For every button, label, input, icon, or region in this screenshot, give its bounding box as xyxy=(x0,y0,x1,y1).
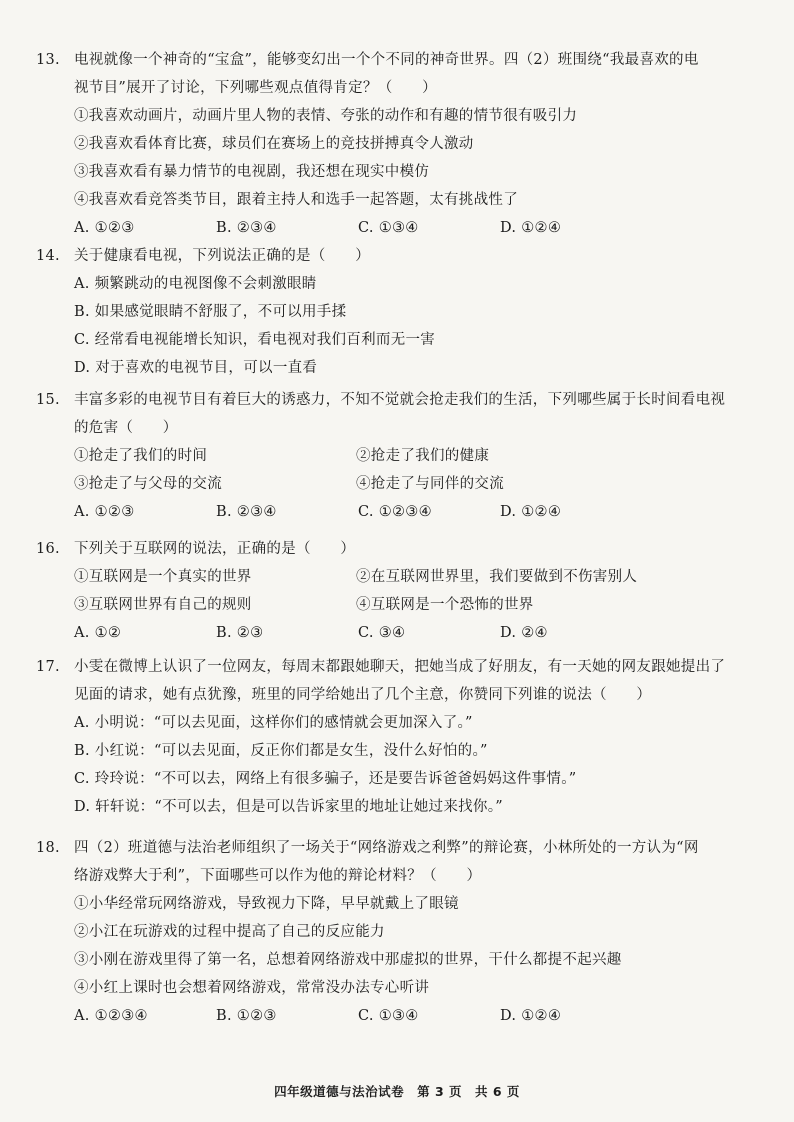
statement: ③抢走了与父母的交流 xyxy=(74,476,222,492)
option-c[interactable]: C. ①③④ xyxy=(358,220,419,236)
option-a[interactable]: A. ①②③④ xyxy=(74,1008,148,1024)
option-d[interactable]: D. 对于喜欢的电视节目，可以一直看 xyxy=(74,360,318,376)
options-row xyxy=(36,619,726,647)
question-number: 16. xyxy=(36,541,60,557)
option-c[interactable]: C. ①②③④ xyxy=(358,504,432,520)
statement: ①抢走了我们的时间 xyxy=(74,448,208,464)
option-a[interactable]: A. ①② xyxy=(74,625,122,641)
statement: ②在互联网世界里，我们要做到不伤害别人 xyxy=(356,569,638,585)
option-b[interactable]: B. ②③④ xyxy=(216,220,277,236)
question-stem: 四（2）班道德与法治老师组织了一场关于“网络游戏之利弊”的辩论赛，小林所处的一方认为“网 xyxy=(74,840,699,856)
statement: ③小刚在游戏里得了第一名，总想着网络游戏中那虚拟的世界，干什么都提不起兴趣 xyxy=(74,952,622,968)
option-d[interactable]: D. ①②④ xyxy=(500,220,562,236)
question-number: 13. xyxy=(36,52,60,68)
question-stem: 下列关于互联网的说法，正确的是（ ） xyxy=(74,541,356,557)
statement: ④抢走了与同伴的交流 xyxy=(356,476,504,492)
question-stem: 视节目”展开了讨论，下列哪些观点值得肯定？（ ） xyxy=(74,80,437,96)
option-a[interactable]: A. ①②③ xyxy=(74,504,135,520)
statements-row xyxy=(36,591,726,619)
option-c[interactable]: C. 经常看电视能增长知识，看电视对我们百利而无一害 xyxy=(74,332,436,348)
statement: ①小华经常玩网络游戏，导致视力下降，早早就戴上了眼镜 xyxy=(74,896,459,912)
statement: ②我喜欢看体育比赛，球员们在赛场上的竞技拼搏真令人激动 xyxy=(74,136,474,152)
statement: ③互联网世界有自己的规则 xyxy=(74,597,252,613)
question-stem: 的危害（ ） xyxy=(74,420,178,436)
statement: ②抢走了我们的健康 xyxy=(356,448,490,464)
option-a[interactable]: A. 小明说：“可以去见面，这样你们的感情就会更加深入了。” xyxy=(74,715,473,731)
option-d[interactable]: D. ①②④ xyxy=(500,1008,562,1024)
statement: ②小江在玩游戏的过程中提高了自己的反应能力 xyxy=(74,924,385,940)
option-b[interactable]: B. ①②③ xyxy=(216,1008,277,1024)
option-d[interactable]: D. ①②④ xyxy=(500,504,562,520)
question-stem: 见面的请求，她有点犹豫，班里的同学给她出了几个主意，你赞同下列谁的说法（ ） xyxy=(74,687,652,703)
question-stem: 丰富多彩的电视节目有着巨大的诱惑力，不知不觉就会抢走我们的生活，下列哪些属于长时间看电视 xyxy=(74,392,726,408)
question-15 xyxy=(36,386,726,526)
option-b[interactable]: B. ②③④ xyxy=(216,504,277,520)
question-number: 14. xyxy=(36,248,60,264)
statements-row xyxy=(36,470,726,498)
option-a[interactable]: A. ①②③ xyxy=(74,220,135,236)
options-row xyxy=(36,214,726,242)
question-17 xyxy=(36,653,726,821)
option-b[interactable]: B. 如果感觉眼睛不舒服了，不可以用手揉 xyxy=(74,304,347,320)
question-number: 15. xyxy=(36,392,60,408)
question-stem: 络游戏弊大于利”，下面哪些可以作为他的辩论材料？（ ） xyxy=(74,868,482,884)
question-16 xyxy=(36,535,726,647)
option-d[interactable]: D. ②④ xyxy=(500,625,548,641)
question-number: 18. xyxy=(36,840,60,856)
question-number: 17. xyxy=(36,659,60,675)
question-13 xyxy=(36,46,726,242)
statement: ③我喜欢看有暴力情节的电视剧，我还想在现实中模仿 xyxy=(74,164,430,180)
question-18 xyxy=(36,834,726,1030)
statements-row xyxy=(36,442,726,470)
options-row xyxy=(36,1002,726,1030)
option-c[interactable]: C. ③④ xyxy=(358,625,406,641)
question-stem: 电视就像一个神奇的“宝盒”，能够变幻出一个个不同的神奇世界。四（2）班围绕“我最喜欢的电 xyxy=(74,52,699,68)
option-b[interactable]: B. ②③ xyxy=(216,625,264,641)
statement: ④小红上课时也会想着网络游戏，常常没办法专心听讲 xyxy=(74,980,430,996)
statement: ①互联网是一个真实的世界 xyxy=(74,569,252,585)
option-d[interactable]: D. 轩轩说：“不可以去，但是可以告诉家里的地址让她过来找你。” xyxy=(74,799,503,815)
page-footer: 四年级道德与法治试卷 第 3 页 共 6 页 xyxy=(274,1084,520,1099)
option-c[interactable]: C. 玲玲说：“不可以去，网络上有很多骗子，还是要告诉爸爸妈妈这件事情。” xyxy=(74,771,577,787)
question-14 xyxy=(36,242,726,382)
option-a[interactable]: A. 频繁跳动的电视图像不会刺激眼睛 xyxy=(74,276,317,292)
options-row xyxy=(36,498,726,526)
statement: ①我喜欢动画片，动画片里人物的表情、夸张的动作和有趣的情节很有吸引力 xyxy=(74,108,578,124)
question-stem: 关于健康看电视，下列说法正确的是（ ） xyxy=(74,248,370,264)
option-b[interactable]: B. 小红说：“可以去见面，反正你们都是女生，没什么好怕的。” xyxy=(74,743,488,759)
statement: ④互联网是一个恐怖的世界 xyxy=(356,597,534,613)
question-stem: 小雯在微博上认识了一位网友，每周末都跟她聊天，把她当成了好朋友，有一天她的网友跟她提出了 xyxy=(74,659,726,675)
option-c[interactable]: C. ①③④ xyxy=(358,1008,419,1024)
statements-row xyxy=(36,563,726,591)
statement: ④我喜欢看竞答类节目，跟着主持人和选手一起答题，太有挑战性了 xyxy=(74,192,518,208)
